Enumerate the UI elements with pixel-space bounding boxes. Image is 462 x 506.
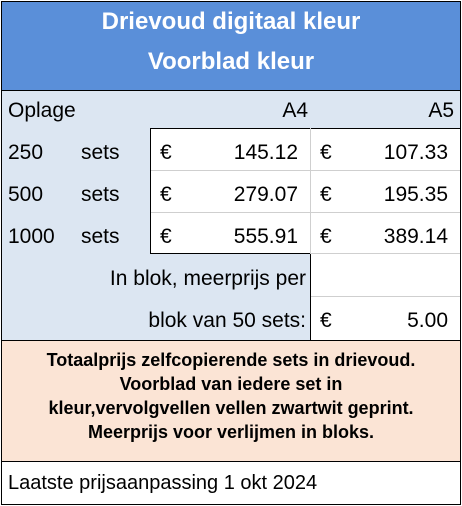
price-a4-1000: 555.91 (233, 225, 298, 248)
title-line-1: Drievoud digitaal kleur (101, 8, 361, 35)
block-label-line-1: In blok, meerprijs per (109, 267, 306, 290)
currency-symbol: € (320, 225, 332, 248)
grid-line (151, 212, 460, 213)
grid-line (311, 296, 460, 297)
grid-line (150, 253, 310, 254)
currency-symbol: € (320, 141, 332, 164)
price-a4-250: 145.12 (233, 141, 298, 164)
grid-line (151, 170, 460, 171)
block-label-line-2: blok van 50 sets: (148, 309, 306, 332)
currency-symbol: € (160, 225, 172, 248)
price-card (1, 1, 461, 505)
price-a4-500: 279.07 (233, 183, 298, 206)
currency-symbol: € (320, 309, 332, 332)
price-a5-250: 107.33 (383, 141, 448, 164)
column-a4: A4 (282, 99, 308, 122)
block-price: 5.00 (407, 309, 448, 332)
oplage-label: Oplage (8, 99, 76, 122)
note-line-1: Totaalprijs zelfcopierende sets in drievoud. (46, 350, 416, 370)
unit-sets: sets (81, 225, 120, 248)
column-a5: A5 (428, 99, 454, 122)
grid-line (150, 128, 460, 129)
qty-250: 250 (8, 141, 44, 164)
note-line-4: Meerprijs voor verlijmen in bloks. (87, 422, 375, 442)
header (2, 2, 460, 91)
unit-sets: sets (81, 183, 120, 206)
qty-1000: 1000 (8, 225, 55, 248)
grid-line (150, 128, 151, 253)
currency-symbol: € (160, 141, 172, 164)
currency-symbol: € (160, 183, 172, 206)
unit-sets: sets (81, 141, 120, 164)
price-note (2, 340, 460, 462)
currency-symbol: € (320, 183, 332, 206)
footer-last-update: Laatste prijsaanpassing 1 okt 2024 (8, 472, 318, 494)
note-line-2: Voorblad van iedere set in (119, 374, 343, 394)
note-line-3: kleur,vervolgvellen vellen zwartwit geprint. (48, 398, 414, 418)
title-line-2: Voorblad kleur (147, 48, 315, 75)
grid-line (310, 253, 460, 254)
grid-line (310, 128, 311, 253)
price-a5-1000: 389.14 (383, 225, 448, 248)
price-a5-500: 195.35 (383, 183, 448, 206)
price-table (2, 91, 460, 340)
qty-500: 500 (8, 183, 44, 206)
